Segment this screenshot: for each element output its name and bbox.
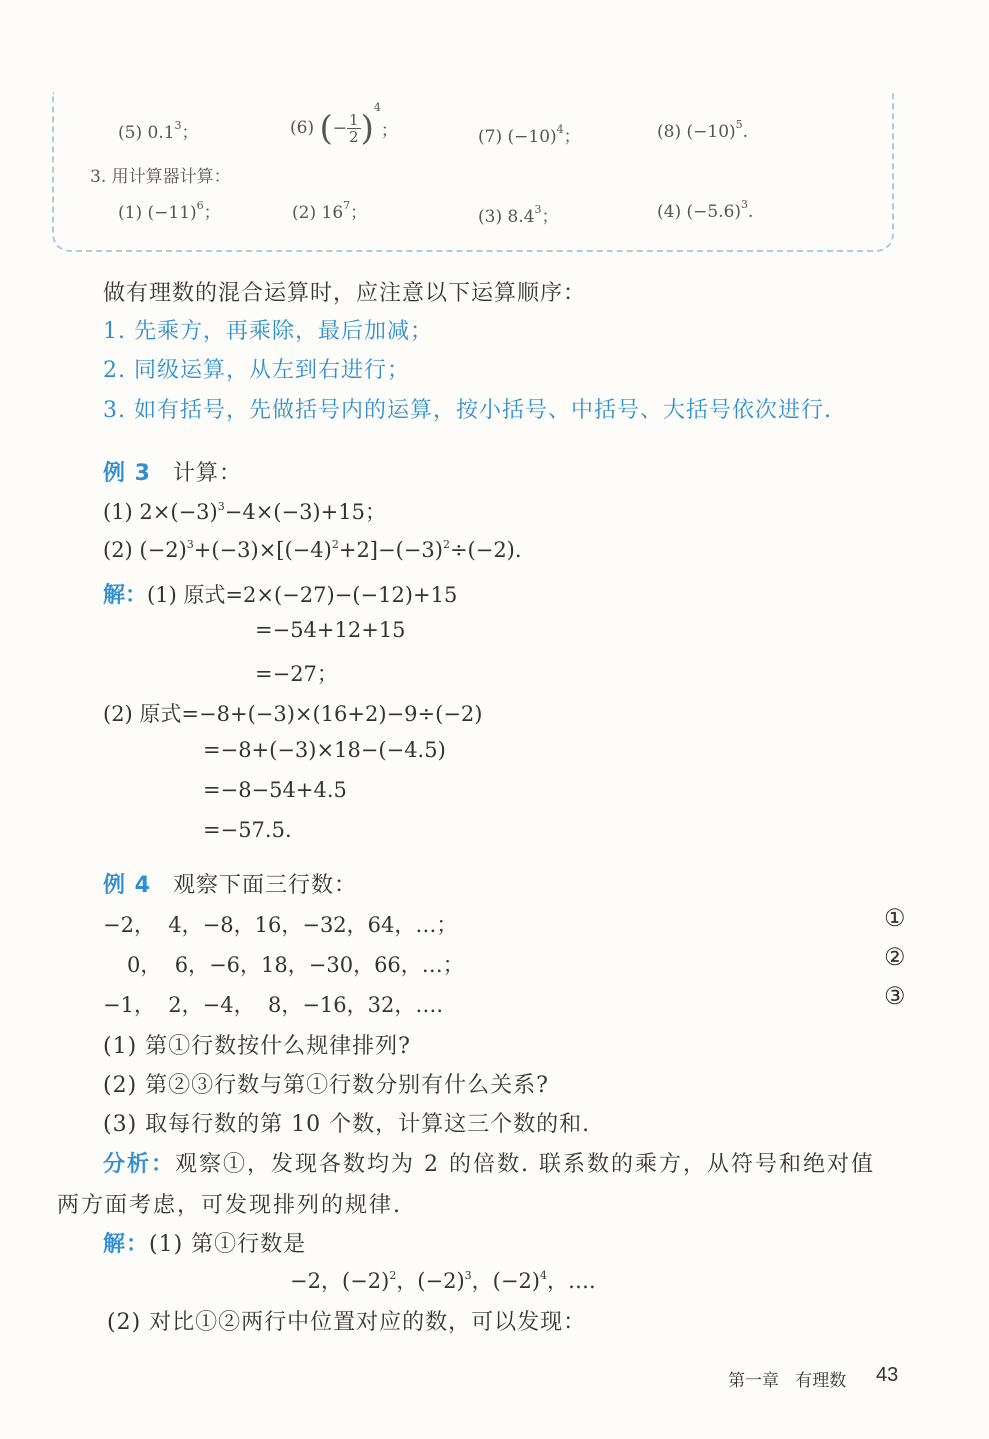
item-exponent: 3 <box>741 198 749 211</box>
item-exponent: 6 <box>196 199 204 212</box>
example-3-solution-1-line-1 <box>103 578 457 609</box>
example-3-solution-2-line-4: =−57.5. <box>203 818 292 842</box>
exercise-3-item-2 <box>292 198 367 223</box>
order-rule-1: 1. 先乘方，再乘除，最后加减； <box>103 319 433 344</box>
example-4-analysis-cont: 两方面考虑，可发现排列的规律. <box>57 1193 402 1218</box>
example-title: 计算： <box>172 461 242 486</box>
fraction <box>347 112 361 145</box>
exponent: 2 <box>442 538 450 551</box>
exercise-item-7 <box>478 122 581 147</box>
number-row-1: −2， 4，−8，16，−32，64，…； <box>103 913 458 937</box>
item-exponent: 5 <box>735 118 743 131</box>
example-4-analysis <box>103 1147 875 1178</box>
item-base: 0.1 <box>147 123 175 143</box>
example-4-heading <box>103 868 357 899</box>
exercise-3-item-1 <box>118 198 221 223</box>
example-3-solution-2-line-3: =−8−54+4.5 <box>203 778 347 802</box>
order-intro: 做有理数的混合运算时，应注意以下运算顺序： <box>103 281 587 306</box>
row-marker-2: ② <box>884 943 906 971</box>
example-4-question-2: (2) 第②③行数与第①行数分别有什么关系? <box>103 1073 549 1098</box>
solution-label: 解： <box>103 1232 150 1257</box>
item-punct: ； <box>203 203 221 223</box>
item-label: (8) <box>657 122 682 142</box>
example-3-solution-2-line-1: (2) 原式=−8+(−3)×(16+2)−9÷(−2) <box>103 702 483 726</box>
example-3-problem-1 <box>103 496 386 526</box>
row-marker-1: ① <box>884 904 906 932</box>
item-punct: ； <box>350 203 368 223</box>
example-4-sequence <box>290 1265 596 1295</box>
item-label: (2) <box>292 203 317 223</box>
item-exponent: 4 <box>373 101 381 114</box>
item-label: (5) <box>118 123 143 143</box>
expr-part: +(−3)×[(−4) <box>193 538 332 562</box>
exponent: 3 <box>186 538 194 551</box>
example-label: 例 3 <box>103 461 151 486</box>
example-title: 观察下面三行数： <box>172 873 357 898</box>
number-row-3: −1， 2，−4， 8，−16，32，…. <box>103 993 444 1017</box>
example-3-solution-2-line-2: =−8+(−3)×18−(−4.5) <box>203 738 446 762</box>
exponent: 4 <box>540 1269 547 1282</box>
exercise-item-8 <box>657 118 749 142</box>
example-3-heading <box>103 456 242 487</box>
item-label: (3) <box>478 207 503 227</box>
solution-text: (1) 第①行数是 <box>149 1232 307 1257</box>
example-4-solution-1 <box>103 1227 306 1258</box>
item-exponent: 3 <box>174 119 182 132</box>
expr-part: ，(−2) <box>471 1269 540 1293</box>
chapter-footer: 第一章 有理数 <box>728 1371 847 1391</box>
analysis-label: 分析： <box>103 1152 176 1177</box>
example-3-problem-2 <box>103 538 522 562</box>
item-punct: . <box>748 202 754 222</box>
solution-step: (1) 原式=2×(−27)−(−12)+15 <box>147 583 458 607</box>
item-label: (1) <box>118 203 143 223</box>
item-label: (6) <box>290 118 315 138</box>
item-base: 8.4 <box>507 207 535 227</box>
exercise-3-item-3 <box>478 202 559 227</box>
item-exponent: 4 <box>556 123 564 136</box>
example-4-question-1: (1) 第①行数按什么规律排列? <box>103 1034 411 1059</box>
expr-part: −4×(−3)+15； <box>224 500 386 524</box>
item-punct: ； <box>541 207 559 227</box>
solution-label: 解： <box>103 583 148 608</box>
page-number: 43 <box>876 1364 899 1386</box>
minus-sign: − <box>332 118 348 139</box>
expr-part: −2，(−2) <box>290 1269 390 1293</box>
analysis-text: 观察①，发现各数均为 2 的倍数. 联系数的乘方，从符号和绝对值 <box>175 1152 875 1177</box>
item-base: 16 <box>321 203 344 223</box>
right-paren: ) <box>360 108 374 149</box>
item-punct: ； <box>380 121 398 141</box>
example-3-solution-1-line-2: =−54+12+15 <box>255 618 406 642</box>
example-3-solution-1-line-3: =−27； <box>255 662 338 686</box>
exercise-item-6 <box>290 101 398 149</box>
exponent: 2 <box>389 1269 397 1282</box>
expr-part: ，…. <box>547 1269 596 1293</box>
expr-part: ÷(−2). <box>449 538 522 562</box>
fraction-denominator: 2 <box>349 128 359 146</box>
item-base: (−11) <box>147 203 197 223</box>
order-rule-3: 3. 如有括号，先做括号内的运算，按小括号、中括号、大括号依次进行. <box>103 398 832 423</box>
order-rule-2: 2. 同级运算，从左到右进行； <box>103 358 410 383</box>
item-punct: ； <box>563 127 581 147</box>
item-base: (−10) <box>507 127 557 147</box>
item-punct: ； <box>181 123 199 143</box>
exercise-3-title: 3. 用计算器计算： <box>90 167 231 187</box>
row-marker-3: ③ <box>884 982 906 1010</box>
item-exponent: 3 <box>534 203 542 216</box>
item-base: (−5.6) <box>686 202 742 222</box>
example-4-question-3: (3) 取每行数的第 10 个数，计算这三个数的和. <box>103 1112 591 1137</box>
expr-part: ，(−2) <box>396 1269 465 1293</box>
expr-part: +2]−(−3) <box>338 538 443 562</box>
expr-part: (2) (−2) <box>103 538 187 562</box>
expr-part: (1) 2×(−3) <box>103 500 218 524</box>
exponent: 3 <box>464 1269 472 1282</box>
fraction-numerator: 1 <box>349 111 359 129</box>
item-base: (−10) <box>686 122 736 142</box>
left-paren: ( <box>319 108 333 149</box>
exercise-item-5 <box>118 118 199 143</box>
example-4-solution-2: (2) 对比①②两行中位置对应的数，可以发现： <box>107 1310 587 1335</box>
item-exponent: 7 <box>343 199 351 212</box>
exponent: 2 <box>331 538 339 551</box>
item-label: (4) <box>657 202 682 222</box>
item-punct: . <box>742 122 749 142</box>
exponent: 3 <box>217 500 225 513</box>
item-label: (7) <box>478 127 503 147</box>
example-label: 例 4 <box>103 873 151 898</box>
number-row-2: 0， 6，−6，18，−30，66，…； <box>127 953 464 977</box>
exercise-3-item-4 <box>657 198 754 222</box>
